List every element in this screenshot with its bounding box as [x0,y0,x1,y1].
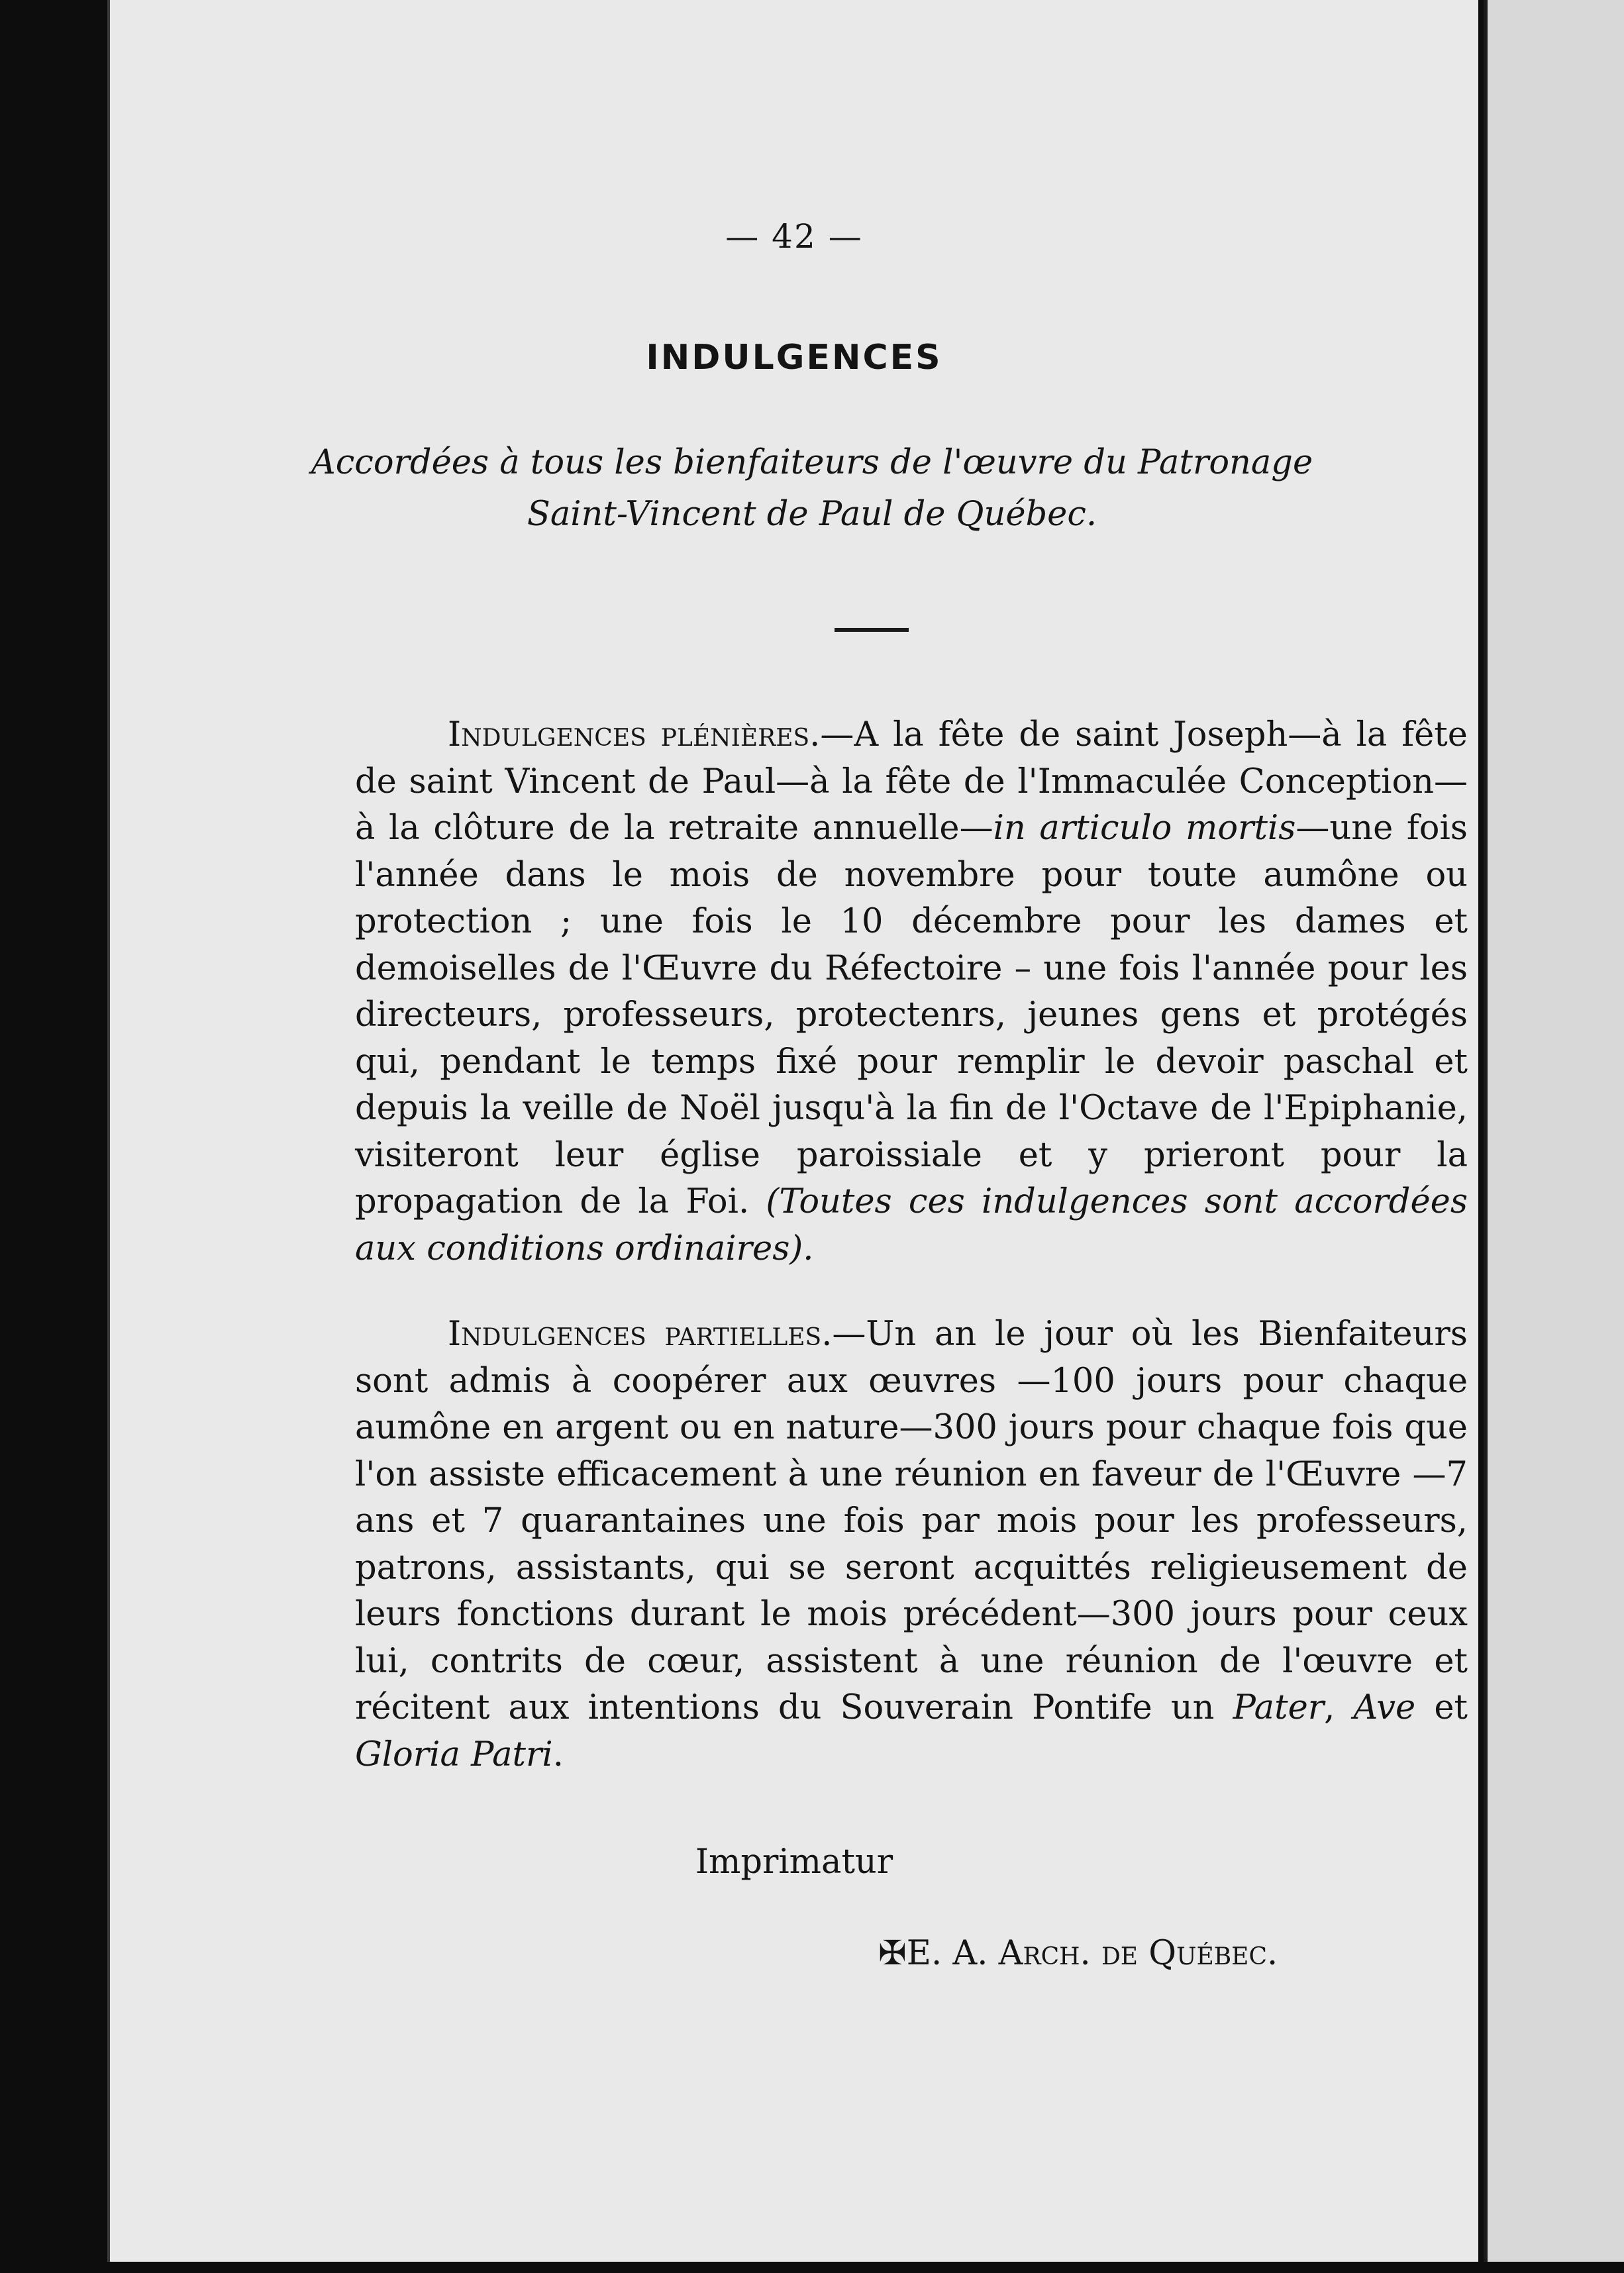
paragraph-text: —A la fête de saint Joseph—à la fête de saint Vincent de Paul—à la fête de l'Immaculée Conception—à la clôture de la retraite annuelle— [355,715,1468,848]
signature-title: Arch. de Québec. [998,1934,1278,1973]
paragraph-partial [355,1311,1468,1778]
italic-phrase: Pater [1233,1688,1325,1727]
paragraph-lead: Indulgences plénières. [448,715,821,754]
page-title: INDULGENCES [646,338,942,378]
signature [878,1934,1278,1973]
paragraph-text: , [1324,1688,1354,1727]
paragraph-text: et [1415,1688,1468,1727]
subtitle [282,437,1342,540]
paragraph-text: —une fois l'année dans le mois de novembre pour toute aumône ou protection ; une fois le 10 décembre pour les dames et demoiselles de l'Œuvre du Réfectoire – une fois l'année pour les directeurs, professeurs, protectenrs, jeunes gens et protégés qui, pendant le temps fixé pour remplir le devoir paschal et depuis la veille de Noël jusqu'à la fin de l'Octave de l'Epiphanie, visiteront leur église paroissiale et y prieront pour la propagation de la Foi. [355,809,1468,1221]
paragraph-text: . [552,1735,564,1774]
subtitle-line-2: Saint-Vincent de Paul de Québec. [527,495,1097,534]
paragraph-plenary [355,712,1468,1272]
section-divider [835,628,909,632]
paragraph-text: —Un an le jour où les Bienfaiteurs sont admis à coopérer aux œuvres —100 jours pour chaque aumône en argent ou en nature—300 jours pour chaque fois que l'on assiste efficacement à une réunion en faveur de l'Œuvre —7 ans et 7 quarantaines une fois par mois pour les professeurs, patrons, assistants, qui se seront acquittés religieusement de leurs fonctions durant le mois précédent—300 jours pour ceux lui, contrits de cœur, assistent à une réunion de l'œuvre et récitent aux intentions du Souverain Pontife un [355,1315,1468,1727]
page-number: — 42 — [725,217,863,256]
paragraph-lead: Indulgences partielles. [448,1315,833,1354]
adjacent-page-edge [1484,0,1624,2273]
italic-phrase: Ave [1353,1688,1416,1727]
cross-icon: ✠ [878,1934,907,1973]
italic-phrase: in articulo mortis [993,809,1296,848]
scan-border [0,2262,1624,2273]
italic-phrase: Gloria Patri [355,1735,553,1774]
imprimatur: Imprimatur [695,1843,893,1882]
italic-phrase: (Toutes ces indulgences sont accordées aux conditions ordinaires). [355,1182,1468,1268]
subtitle-line-1: Accordées à tous les bienfaiteurs de l'œuvre du Patronage [311,443,1313,482]
book-page [107,0,1478,2262]
signature-initials: E. A. [906,1934,999,1973]
